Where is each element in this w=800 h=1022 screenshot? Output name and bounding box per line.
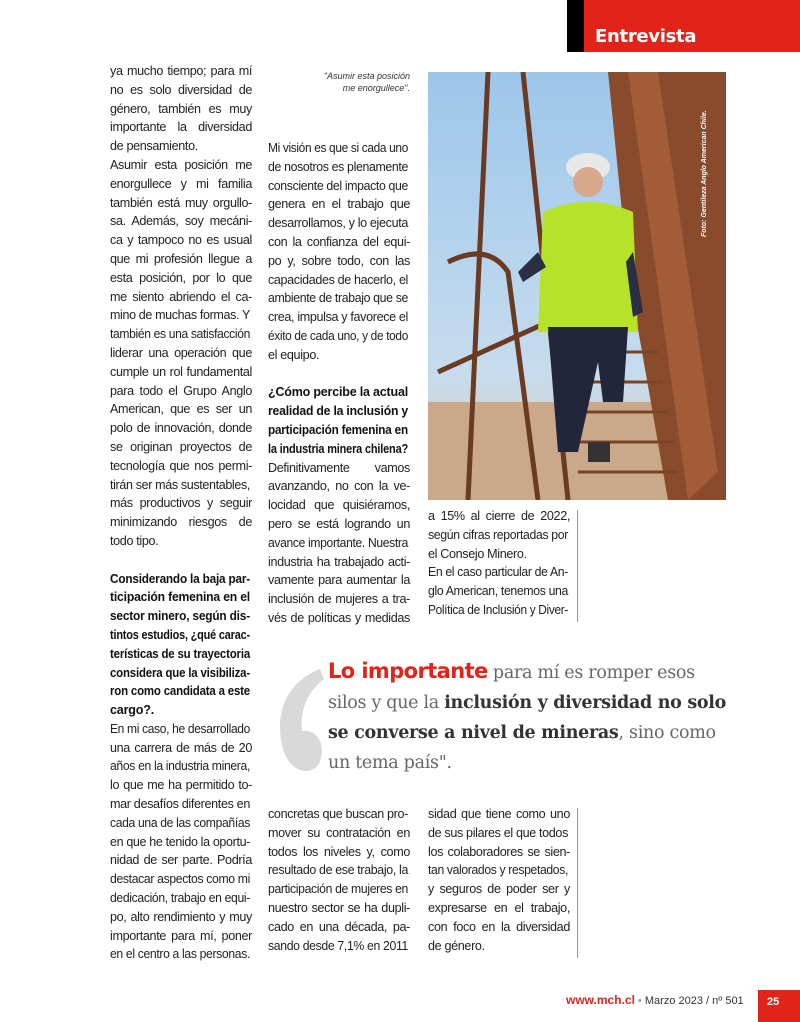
text-line: me siento abriendo el ca- (110, 289, 252, 304)
question-line: la industria minera chilena? (268, 441, 408, 456)
footer (566, 993, 744, 1007)
text-line: desarrollamos, y lo ejecuta (268, 216, 408, 231)
photo-caption (300, 70, 410, 94)
question-line: ron como candidata a este (110, 684, 250, 699)
text-line: mino de muchas formas. Y (110, 308, 250, 323)
pull-quote-bold: inclusión y diversidad no solo se converse a nivel de mineras (328, 693, 726, 743)
text-line: para todo el Grupo Anglo (110, 383, 252, 398)
photo-illustration (428, 72, 726, 500)
text-line: tan valorados y respetados, (428, 863, 568, 878)
text-line: Política de Inclusión y Diver- (428, 602, 568, 617)
question-line: participación femenina en (268, 422, 408, 437)
question-line: ticipación femenina en el (110, 590, 250, 605)
text-line: no es solo diversidad de (110, 82, 252, 97)
pull-quote-highlight: Lo importante (328, 659, 488, 683)
text-line: vés de políticas y medidas (268, 610, 410, 625)
footer-separator: • (634, 995, 645, 1007)
text-line: de sus pilares el que todos (428, 825, 568, 840)
text-line: años en la industria minera, (110, 759, 250, 774)
text-line: todos los niveles y, como (268, 844, 410, 859)
text-column-2 (268, 139, 410, 628)
text-line: todo tipo. (110, 533, 159, 548)
text-line: locidad que quisiéramos, (268, 498, 410, 513)
text-line: consciente del impacto que (268, 178, 408, 193)
text-column-2-bottom (268, 805, 410, 955)
text-line: que mi profesión llegue a (110, 251, 252, 266)
text-line: enorgullece y mi familia (110, 176, 252, 191)
text-line: cada una de las compañías (110, 815, 250, 830)
pull-quote-text: para mí es romper esos silos y que la (328, 663, 695, 713)
text-line: también está muy orgullo- (110, 195, 252, 210)
text-line: pero se está logrando un (268, 516, 410, 531)
text-line: una carrera de más de 20 (110, 740, 252, 755)
question-line: ¿Cómo percibe la actual (268, 385, 408, 400)
text-line: cumple un rol fundamental (110, 364, 252, 379)
text-line: de género. (428, 938, 485, 953)
header-black-bar (567, 0, 584, 52)
text-line: de nosotros es plenamente (268, 159, 408, 174)
text-line: a 15% al cierre de 2022, (428, 509, 570, 523)
text-line: en que he tenido la oportu- (110, 834, 250, 849)
text-line: participación de mujeres en (268, 882, 408, 897)
text-line: avanzando, no con la ve- (268, 479, 410, 494)
text-line: y seguros de poder ser y (428, 882, 570, 897)
section-title: Entrevista (595, 26, 697, 47)
pull-quote (328, 656, 728, 778)
question-line: cargo?. (110, 703, 155, 718)
text-line: el Consejo Minero. (428, 546, 527, 561)
text-line: expresarse en el trabajo, (428, 900, 570, 915)
text-line: el equipo. (268, 347, 320, 362)
text-line (110, 551, 252, 570)
text-line: tirán ser más sustentables, (110, 477, 250, 492)
text-line: concretas que buscan pro- (268, 807, 408, 821)
text-line: Definitivamente vamos (268, 460, 410, 475)
text-line: tecnología que nos permi- (110, 458, 252, 473)
text-line: sando desde 7,1% en 2011 (268, 938, 408, 953)
text-line: destacar aspectos como mi (110, 872, 250, 887)
text-line: dedicación, trabajo en equi- (110, 891, 250, 906)
text-line: éxito de cada uno, y de todo (268, 328, 408, 343)
footer-url[interactable]: www.mch.cl (566, 993, 635, 1007)
text-line (268, 365, 410, 384)
text-line: con foco en la diversidad (428, 919, 570, 934)
quote-mark-icon (272, 665, 324, 775)
text-line: Asumir esta posición me (110, 157, 252, 172)
text-line: sidad que tiene como uno (428, 807, 570, 821)
text-line: se originan proyectos de (110, 439, 252, 454)
text-line: importante la diversidad (110, 120, 252, 135)
question-line: realidad de la inclusión y (268, 404, 408, 419)
text-line: En mi caso, he desarrollado (110, 721, 250, 736)
text-line: más productivos y seguir (110, 496, 252, 511)
text-line: esta posición, por lo que (110, 270, 252, 285)
text-line: mover su contratación en (268, 825, 410, 840)
text-line: capacidades de hacerlo, el (268, 272, 408, 287)
text-line: cado en una década, pa- (268, 919, 410, 934)
caption-line: "Asumir esta posición (323, 71, 410, 81)
footer-issue: Marzo 2023 / nº 501 (644, 995, 744, 1007)
text-line: polo de innovación, donde (110, 421, 252, 436)
text-line: mar desafíos diferentes en (110, 797, 250, 812)
question-line: sector minero, según dis- (110, 609, 250, 624)
text-line: crea, impulsa y favorece el (268, 310, 408, 325)
text-line: inclusión de mujeres a tra- (268, 592, 410, 607)
text-line: ambiente de trabajo que se (268, 291, 408, 306)
column-divider (577, 510, 578, 622)
photo-credit: Foto: Gentileza Anglo American Chile. (701, 110, 708, 237)
text-line: los colaboradores se sien- (428, 844, 570, 859)
text-line: American, que es ser un (110, 402, 252, 417)
text-line: En el caso particular de An- (428, 565, 568, 580)
text-line: según cifras reportadas por (428, 527, 568, 542)
text-line: importante para mí, poner (110, 928, 252, 943)
text-column-3 (428, 507, 570, 620)
text-column-3-bottom (428, 805, 570, 955)
question-line: Considerando la baja par- (110, 571, 250, 586)
caption-line: me enorgullece". (342, 83, 410, 93)
question-line: tintos estudios, ¿qué carac- (110, 627, 250, 642)
text-line: en el centro a las personas. (110, 947, 250, 962)
text-line: avance importante. Nuestra (268, 535, 408, 550)
interview-photo (428, 72, 726, 500)
column-divider (577, 808, 578, 958)
text-line: ya mucho tiempo; para mí (110, 64, 252, 78)
text-line: po y, sobre todo, con las (268, 253, 410, 268)
text-line: género, también es muy (110, 101, 252, 116)
text-line: nidad de ser parte. Podría (110, 853, 252, 868)
text-line: minimizando riesgos de (110, 515, 252, 530)
text-line: resultado de ese trabajo, la (268, 863, 408, 878)
text-line: ca y tampoco no es usual (110, 233, 252, 248)
text-line: lo que me ha permitido to- (110, 778, 252, 793)
text-column-1 (110, 62, 252, 964)
text-line: industria ha trabajado acti- (268, 554, 410, 569)
text-line: nuestro sector se ha dupli- (268, 900, 410, 915)
text-line: también es una satisfacción (110, 327, 250, 342)
page-number: 25 (758, 990, 800, 1022)
text-line: con la confianza del equi- (268, 234, 410, 249)
question-line: terísticas de su trayectoria (110, 646, 250, 661)
text-line: Mi visión es que si cada uno (268, 141, 408, 155)
text-line: po, alto rendimiento y muy (110, 909, 252, 924)
text-line: vamente para aumentar la (268, 573, 410, 588)
text-line: de pensamiento. (110, 139, 198, 154)
pull-quote-text: , sino como un tema país". (328, 723, 716, 773)
text-line: sa. Además, soy mecáni- (110, 214, 252, 229)
question-line: considera que la visibiliza- (110, 665, 250, 680)
text-line: glo American, tenemos una (428, 584, 568, 599)
text-line: liderar una operación que (110, 345, 252, 360)
text-line: genera en el trabajo que (268, 197, 410, 212)
